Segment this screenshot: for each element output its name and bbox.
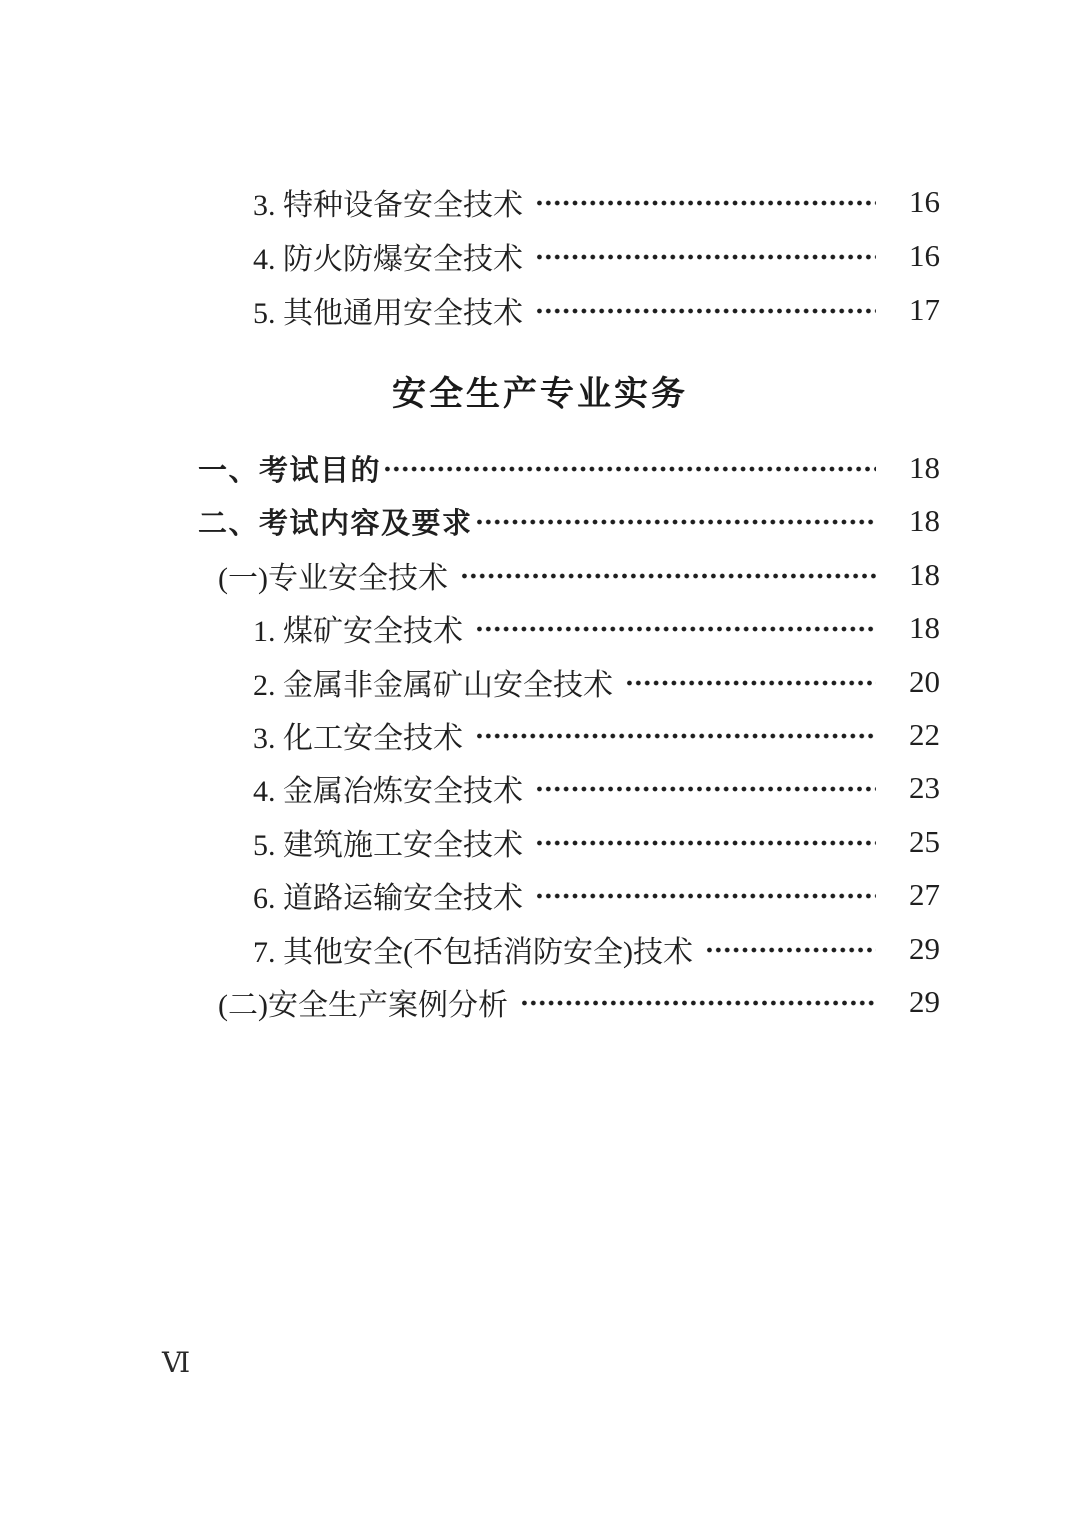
toc-entry-page: 20 xyxy=(909,663,940,699)
toc-entry-page: 25 xyxy=(909,823,940,859)
toc-entry-page: 22 xyxy=(909,716,940,752)
toc-entry xyxy=(0,983,940,1022)
toc-entry-label: 3. 特种设备安全技术 xyxy=(253,189,523,222)
dot-leader xyxy=(535,840,876,846)
toc-entry xyxy=(0,450,940,487)
toc-entry-label: 3. 化工安全技术 xyxy=(253,721,463,755)
dot-leader xyxy=(383,466,876,472)
toc-entry xyxy=(0,663,940,702)
dot-leader xyxy=(475,733,876,739)
dot-leader xyxy=(535,786,876,792)
toc-entry-label: 1. 煤矿安全技术 xyxy=(253,615,463,649)
toc-entry-label: 4. 防火防爆安全技术 xyxy=(253,243,523,276)
dot-leader xyxy=(705,947,876,953)
dot-leader xyxy=(535,254,876,260)
dot-leader xyxy=(535,200,876,206)
dot-leader xyxy=(460,573,876,579)
dot-leader xyxy=(475,519,876,525)
toc-entry xyxy=(0,716,940,755)
toc-entry-label: (二)安全生产案例分析 xyxy=(218,988,508,1022)
dot-leader xyxy=(520,1000,876,1006)
dot-leader xyxy=(535,893,876,899)
dot-leader xyxy=(625,680,876,686)
dot-leader xyxy=(535,308,876,314)
section-title: 安全生产专业实务 xyxy=(392,374,688,414)
toc-entry xyxy=(0,610,940,649)
toc-entry-page: 17 xyxy=(909,292,940,327)
toc-entry-label: (一)专业安全技术 xyxy=(218,561,448,595)
page-number: Ⅵ xyxy=(162,1346,191,1379)
toc-entry xyxy=(0,184,940,222)
toc-entry-page: 18 xyxy=(909,610,940,646)
toc-entry-label: 4. 金属冶炼安全技术 xyxy=(253,775,523,809)
dot-leader xyxy=(475,626,876,632)
toc-entry xyxy=(0,877,940,916)
toc-entry-page: 18 xyxy=(909,503,940,539)
toc-entry-label: 一、考试目的 xyxy=(198,452,382,487)
toc-entry-label: 2. 金属非金属矿山安全技术 xyxy=(253,668,613,702)
toc-entry xyxy=(0,503,940,540)
toc-entry xyxy=(0,238,940,276)
toc-entry xyxy=(0,930,940,969)
toc-entry-page: 23 xyxy=(909,770,940,806)
toc-entry-label: 5. 建筑施工安全技术 xyxy=(253,828,523,862)
toc-pre-section-list xyxy=(0,186,940,348)
toc-entry xyxy=(0,770,940,809)
toc-entry-page: 29 xyxy=(909,983,940,1019)
toc-entry-page: 16 xyxy=(909,184,940,219)
toc-entry xyxy=(0,823,940,862)
toc-entry xyxy=(0,292,940,330)
toc-section-list xyxy=(0,452,940,1039)
toc-entry-page: 18 xyxy=(909,450,940,485)
toc-entry-label: 二、考试内容及要求 xyxy=(198,505,473,540)
toc-entry-page: 29 xyxy=(909,930,940,966)
toc-entry-page: 27 xyxy=(909,877,940,913)
toc-entry-page: 16 xyxy=(909,238,940,273)
toc-entry xyxy=(0,556,940,595)
toc-entry-label: 6. 道路运输安全技术 xyxy=(253,882,523,916)
toc-entry-page: 18 xyxy=(909,556,940,592)
toc-entry-label: 5. 其他通用安全技术 xyxy=(253,297,523,330)
toc-entry-label: 7. 其他安全(不包括消防安全)技术 xyxy=(253,935,693,969)
